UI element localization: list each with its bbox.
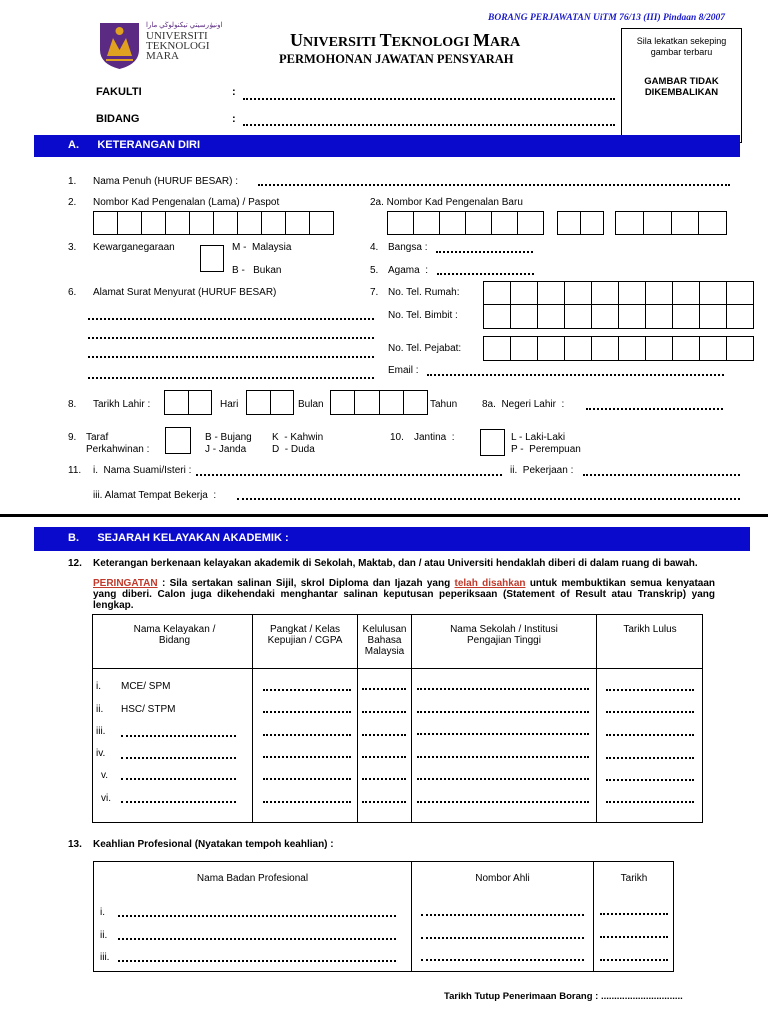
row-1-bm-field[interactable] <box>362 688 406 690</box>
row-5-institution-field[interactable] <box>417 778 589 780</box>
tel-office-boxes[interactable] <box>483 336 754 361</box>
q4-label: Bangsa : <box>388 242 428 253</box>
row-2-bm-field[interactable] <box>362 711 406 713</box>
religion-field[interactable] <box>437 273 534 275</box>
row-2-institution-field[interactable] <box>417 711 589 713</box>
photo-instruction: Sila lekatkan sekeping gambar terbaru <box>636 36 727 57</box>
spouse-name-label: i. Nama Suami/Isteri : <box>93 465 192 476</box>
spouse-job-label: ii. Pekerjaan : <box>510 465 574 476</box>
warning-part1: : Sila sertakan salinan Sijil, skrol Diploma dan Ijazah yang <box>157 578 455 589</box>
row-2-num: ii. <box>96 704 104 715</box>
prof-row-1-member-field[interactable] <box>421 914 584 916</box>
dob-month-label: Bulan <box>298 399 324 410</box>
fakulti-colon: : <box>232 86 236 98</box>
logo-wordmark <box>146 31 210 61</box>
prof-row-1-date-field[interactable] <box>600 913 668 915</box>
q8-num: 8. <box>68 399 77 410</box>
q13-num: 13. <box>68 839 82 850</box>
section-a-title: A. KETERANGAN DIRI <box>68 139 201 151</box>
section-b-header <box>34 527 750 551</box>
new-ic-boxes-part3[interactable] <box>615 211 727 235</box>
row-1-label: MCE/ SPM <box>121 681 171 692</box>
dob-label: Tarikh Lahir : <box>93 399 151 410</box>
prof-row-1-num: i. <box>100 907 105 918</box>
dob-day-label: Hari <box>220 399 239 410</box>
q3-label: Kewarganegaraan <box>93 242 175 253</box>
birth-state-field[interactable] <box>586 408 723 410</box>
q2-num: 2. <box>68 197 77 208</box>
title-part3: ARA <box>489 35 521 50</box>
prof-header-date: Tarikh <box>620 873 648 884</box>
new-ic-boxes-part1[interactable] <box>387 211 544 235</box>
q6-label: Alamat Surat Menyurat (HURUF BESAR) <box>93 287 277 298</box>
dob-year-label: Tahun <box>430 399 458 410</box>
q3-num: 3. <box>68 242 77 253</box>
title-cap-m: M <box>472 30 490 50</box>
prof-row-3-body-field[interactable] <box>118 960 396 962</box>
row-6-grade-field[interactable] <box>263 801 351 803</box>
prof-header-member-no: Nombor Ahli <box>475 873 530 884</box>
dob-month-boxes[interactable] <box>246 390 294 415</box>
gender-label: Jantina : <box>414 432 455 443</box>
row-4-institution-field[interactable] <box>417 756 589 758</box>
row-1-institution-field[interactable] <box>417 688 589 690</box>
row-4-date-field[interactable] <box>606 757 694 759</box>
spouse-name-field[interactable] <box>196 474 502 476</box>
photo-box[interactable] <box>621 28 742 143</box>
marital-option-k: K - Kahwin <box>272 432 324 443</box>
q2-label: Nombor Kad Pengenalan (Lama) / Paspot <box>93 197 280 208</box>
photo-notice: GAMBAR TIDAK DIKEMBALIKAN <box>644 76 719 98</box>
dob-year-boxes[interactable] <box>330 390 428 415</box>
row-1-num: i. <box>96 681 101 692</box>
address-line-3[interactable] <box>88 356 374 358</box>
row-2-date-field[interactable] <box>606 711 694 713</box>
row-4-grade-field[interactable] <box>263 756 351 758</box>
row-6-date-field[interactable] <box>606 801 694 803</box>
prof-row-3-num: iii. <box>100 952 110 963</box>
logo-line1: UNIVERSITI <box>146 30 208 42</box>
address-line-1[interactable] <box>88 318 374 320</box>
row-5-grade-field[interactable] <box>263 778 351 780</box>
marital-option-d: D - Duda <box>272 444 315 455</box>
row-3-qualification-field[interactable] <box>121 735 236 737</box>
bidang-colon: : <box>232 113 236 125</box>
q11-num: 11. <box>68 465 82 476</box>
q12-num: 12. <box>68 558 82 569</box>
prof-row-2-member-field[interactable] <box>421 937 584 939</box>
q12-text: Keterangan berkenaan kelayakan akademik di Sekolah, Maktab, dan / atau Universiti hendaklah diberi di dalam ruang di bawah. <box>93 558 698 569</box>
row-2-label: HSC/ STPM <box>121 704 176 715</box>
q1-label: Nama Penuh (HURUF BESAR) : <box>93 176 239 187</box>
email-field[interactable] <box>427 374 724 376</box>
uitm-logo <box>97 20 142 70</box>
address-line-2[interactable] <box>88 337 374 339</box>
q5-num: 5. <box>370 265 379 276</box>
spouse-work-address-label: iii. Alamat Tempat Bekerja : <box>93 490 217 501</box>
spouse-job-field[interactable] <box>583 474 740 476</box>
tel-office-label: No. Tel. Pejabat: <box>388 343 462 354</box>
marital-label-2: Perkahwinan : <box>86 444 150 455</box>
form-code: BORANG PERJAWATAN UiTM 76/13 (III) Pindaan 8/2007 <box>488 13 726 23</box>
logo-line2: TEKNOLOGI <box>146 40 210 52</box>
title-cap-u: U <box>290 30 303 50</box>
q4-num: 4. <box>370 242 379 253</box>
birth-state-label: 8a. Negeri Lahir : <box>482 399 565 410</box>
section-b-title: B. SEJARAH KELAYAKAN AKADEMIK : <box>68 532 289 544</box>
race-field[interactable] <box>436 251 533 253</box>
section-divider <box>0 514 768 517</box>
q1-num: 1. <box>68 176 77 187</box>
prof-header-body: Nama Badan Profesional <box>196 873 309 884</box>
row-1-date-field[interactable] <box>606 689 694 691</box>
col-header-qualification: Nama Kelayakan / Bidang <box>133 624 216 646</box>
page-title <box>290 30 520 51</box>
marital-box[interactable] <box>165 427 191 454</box>
row-3-date-field[interactable] <box>606 734 694 736</box>
q2a-label: 2a. Nombor Kad Pengenalan Baru <box>370 197 523 208</box>
prof-row-1-body-field[interactable] <box>118 915 396 917</box>
academic-table-header-line <box>92 668 703 669</box>
dob-day-boxes[interactable] <box>164 390 212 415</box>
row-1-grade-field[interactable] <box>263 689 351 691</box>
academic-col-sep-4 <box>596 614 597 823</box>
col-header-grade: Pangkat / Kelas Kepujian / CGPA <box>267 624 343 646</box>
warning-note <box>93 578 715 611</box>
warning-part2: untuk membuktikan semua kenyataan yang diberi. Calon juga dikehendaki menghantar salinan keputusan peperiksaan (Statement of Result atau Transkrip) yang lengkap. <box>93 578 716 611</box>
citizenship-box[interactable] <box>200 245 224 272</box>
title-part1: NIVERSITI <box>303 35 380 50</box>
row-3-institution-field[interactable] <box>417 733 589 735</box>
row-6-bm-field[interactable] <box>362 801 406 803</box>
row-6-qualification-field[interactable] <box>121 801 236 803</box>
fakulti-field[interactable] <box>243 98 615 100</box>
title-part2: EKNOLOGI <box>391 35 473 50</box>
old-ic-boxes[interactable] <box>93 211 334 235</box>
q13-label: Keahlian Profesional (Nyatakan tempoh keahlian) : <box>93 839 334 850</box>
tel-mobile-boxes[interactable] <box>483 304 754 329</box>
bidang-label: BIDANG <box>96 113 140 125</box>
prof-row-2-num: ii. <box>100 930 108 941</box>
row-2-grade-field[interactable] <box>263 711 351 713</box>
prof-row-3-date-field[interactable] <box>600 959 668 961</box>
citizenship-option-b: B - Bukan <box>232 265 282 276</box>
row-5-date-field[interactable] <box>606 779 694 781</box>
fakulti-label: FAKULTI <box>96 86 142 98</box>
row-5-qualification-field[interactable] <box>121 778 236 780</box>
tel-mobile-label: No. Tel. Bimbit : <box>388 310 458 321</box>
full-name-field[interactable] <box>258 184 730 186</box>
row-4-num: iv. <box>96 748 106 759</box>
uitm-shield-icon <box>97 20 142 70</box>
row-4-bm-field[interactable] <box>362 756 406 758</box>
prof-row-2-body-field[interactable] <box>118 938 396 940</box>
logo-line3: MARA <box>146 50 180 62</box>
tel-home-label: No. Tel. Rumah: <box>388 287 460 298</box>
row-6-num: vi. <box>101 793 111 804</box>
marital-label-1: Taraf <box>86 432 109 443</box>
email-label: Email : <box>388 365 419 376</box>
q5-label: Agama : <box>388 265 429 276</box>
gender-box[interactable] <box>480 429 505 456</box>
page-subtitle: PERMOHONAN JAWATAN PENSYARAH <box>279 52 514 66</box>
tel-home-boxes[interactable] <box>483 281 754 305</box>
title-cap-t: T <box>379 30 392 50</box>
row-6-institution-field[interactable] <box>417 801 589 803</box>
row-3-bm-field[interactable] <box>362 734 406 736</box>
warning-highlight: telah disahkan <box>454 578 526 589</box>
q6-num: 6. <box>68 287 77 298</box>
spouse-work-address-field[interactable] <box>237 498 740 500</box>
marital-option-b: B - Bujang <box>205 432 252 443</box>
prof-row-3-member-field[interactable] <box>421 959 584 961</box>
col-header-bm: Kelulusan Bahasa Malaysia <box>362 624 407 657</box>
citizenship-option-m: M - Malaysia <box>232 242 292 253</box>
section-a-header <box>34 135 740 157</box>
warning-word: PERINGATAN <box>93 578 158 589</box>
row-3-num: iii. <box>96 726 106 737</box>
col-header-date: Tarikh Lulus <box>623 624 677 635</box>
address-line-4[interactable] <box>88 377 374 379</box>
row-5-num: v. <box>101 770 109 781</box>
q10-num: 10. <box>390 432 404 443</box>
q7-num: 7. <box>370 287 379 298</box>
row-4-qualification-field[interactable] <box>121 757 236 759</box>
new-ic-boxes-part2[interactable] <box>557 211 604 235</box>
prof-row-2-date-field[interactable] <box>600 936 668 938</box>
gender-option-l: L - Laki-Laki <box>511 432 566 443</box>
q9-num: 9. <box>68 432 77 443</box>
academic-col-sep-3 <box>411 614 412 823</box>
closing-date: Tarikh Tutup Penerimaan Borang : ............................... <box>444 991 683 1002</box>
logo-arabic-text: اونيۏرسيتي تيكنولوڬي مارا <box>146 22 223 29</box>
bidang-field[interactable] <box>243 124 615 126</box>
row-3-grade-field[interactable] <box>263 734 351 736</box>
col-header-institution: Nama Sekolah / Institusi Pengajian Tinggi <box>450 624 558 646</box>
gender-option-p: P - Perempuan <box>511 444 581 455</box>
marital-option-j: J - Janda <box>205 444 247 455</box>
row-5-bm-field[interactable] <box>362 778 406 780</box>
